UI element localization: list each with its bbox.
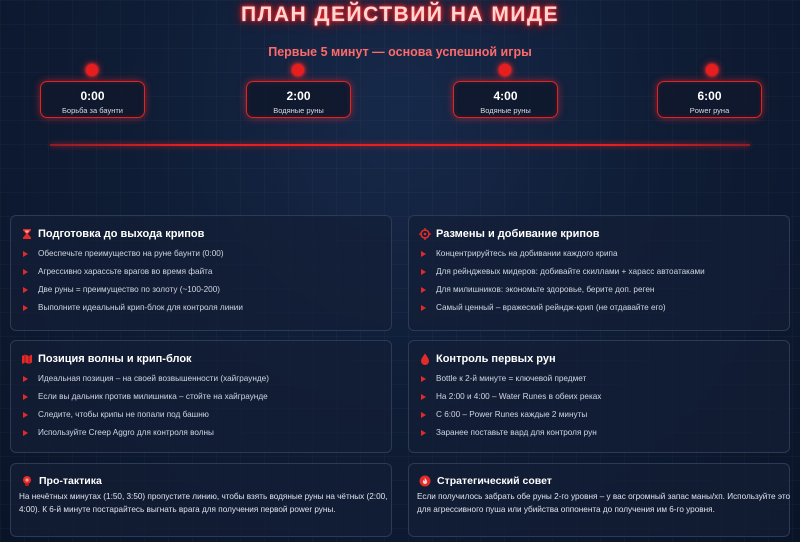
list-item: Концентрируйтесь на добивании каждого крипа	[421, 249, 705, 267]
list-item: Самый ценный – вражеский рейндж-крип (не отдавайте его)	[421, 303, 705, 321]
list-item: Следите, чтобы крипы не попали под башню	[23, 410, 269, 428]
card-wave	[10, 340, 392, 453]
list-item: Для рейнджевых мидеров: добивайте скиллами + харасс автоатаками	[421, 267, 705, 285]
card-prep-list	[23, 249, 243, 321]
water-drop-icon	[419, 353, 431, 365]
crosshair-icon	[419, 228, 431, 240]
timeline-dot	[499, 64, 511, 76]
list-item: Выполните идеальный крип-блок для контроля линии	[23, 303, 243, 321]
fire-icon	[419, 475, 431, 487]
lightbulb-icon	[21, 475, 33, 487]
list-item: Если вы дальник против милишника – стойте на хайграунде	[23, 392, 269, 410]
card-prep-title: Подготовка до выхода крипов	[21, 228, 204, 240]
card-trades	[408, 215, 790, 331]
list-item: Две руны = преимущество по золоту (~100-200)	[23, 285, 243, 303]
card-wave-list	[23, 374, 269, 446]
timeline-dot	[706, 64, 718, 76]
list-item: С 6:00 – Power Runes каждые 2 минуты	[421, 410, 601, 428]
note-advice	[408, 463, 790, 537]
list-item: Используйте Creep Aggro для контроля волны	[23, 428, 269, 446]
timeline-label: Power руна	[689, 106, 730, 115]
timeline-item-6-00	[657, 81, 762, 118]
timeline-time: 4:00	[493, 89, 518, 103]
note-advice-title: Стратегический совет	[419, 475, 552, 487]
map-pin-icon	[21, 353, 33, 365]
card-runes	[408, 340, 790, 453]
timeline-time: 6:00	[697, 89, 722, 103]
card-trades-list	[421, 249, 705, 321]
timeline-label: Борьба за баунти	[62, 106, 123, 115]
timeline-dot	[292, 64, 304, 76]
note-tactic-text: На нечётных минутах (1:50, 3:50) пропустите линию, чтобы взять водяные руны на чётных (2:00, 4:00). К 6-й минуте постарайтесь выгнать врага для получения первой power руны.	[19, 492, 388, 514]
timeline-label: Водяные руны	[480, 106, 531, 115]
timeline-item-4-00	[453, 81, 558, 118]
timeline-time: 0:00	[80, 89, 105, 103]
timeline-item-2-00	[246, 81, 351, 118]
list-item: Заранее поставьте вард для контроля рун	[421, 428, 601, 446]
timeline-line	[50, 144, 750, 146]
timeline-label: Водяные руны	[273, 106, 324, 115]
list-item: На 2:00 и 4:00 – Water Runes в обеих реках	[421, 392, 601, 410]
timeline-item-0-00	[40, 81, 145, 118]
list-item: Агрессивно харассьте врагов во время файта	[23, 267, 243, 285]
card-runes-list	[421, 374, 601, 446]
note-tactic	[10, 463, 392, 537]
note-advice-text: Если получилось забрать обе руны 2-го уровня – у вас огромный запас маны/хп. Используйте это для агрессивного пуша или убийства оппонента до получения им 6-го уровня.	[417, 492, 791, 514]
note-tactic-title: Про-тактика	[21, 475, 102, 487]
card-prep	[10, 215, 392, 331]
hourglass-icon	[21, 228, 33, 240]
card-trades-title: Размены и добивание крипов	[419, 228, 600, 240]
list-item: Обеспечьте преимущество на руне баунти (0:00)	[23, 249, 243, 267]
timeline-time: 2:00	[286, 89, 311, 103]
list-item: Для милишников: экономьте здоровье, берите доп. реген	[421, 285, 705, 303]
timeline-dot	[86, 64, 98, 76]
list-item: Bottle к 2-й минуте = ключевой предмет	[421, 374, 601, 392]
card-wave-title: Позиция волны и крип-блок	[21, 353, 192, 365]
page-title: ПЛАН ДЕЙСТВИЙ НА МИДЕ	[241, 3, 559, 26]
card-runes-title: Контроль первых рун	[419, 353, 556, 365]
page-subtitle: Первые 5 минут — основа успешной игры	[268, 45, 532, 59]
list-item: Идеальная позиция – на своей возвышенности (хайграунде)	[23, 374, 269, 392]
